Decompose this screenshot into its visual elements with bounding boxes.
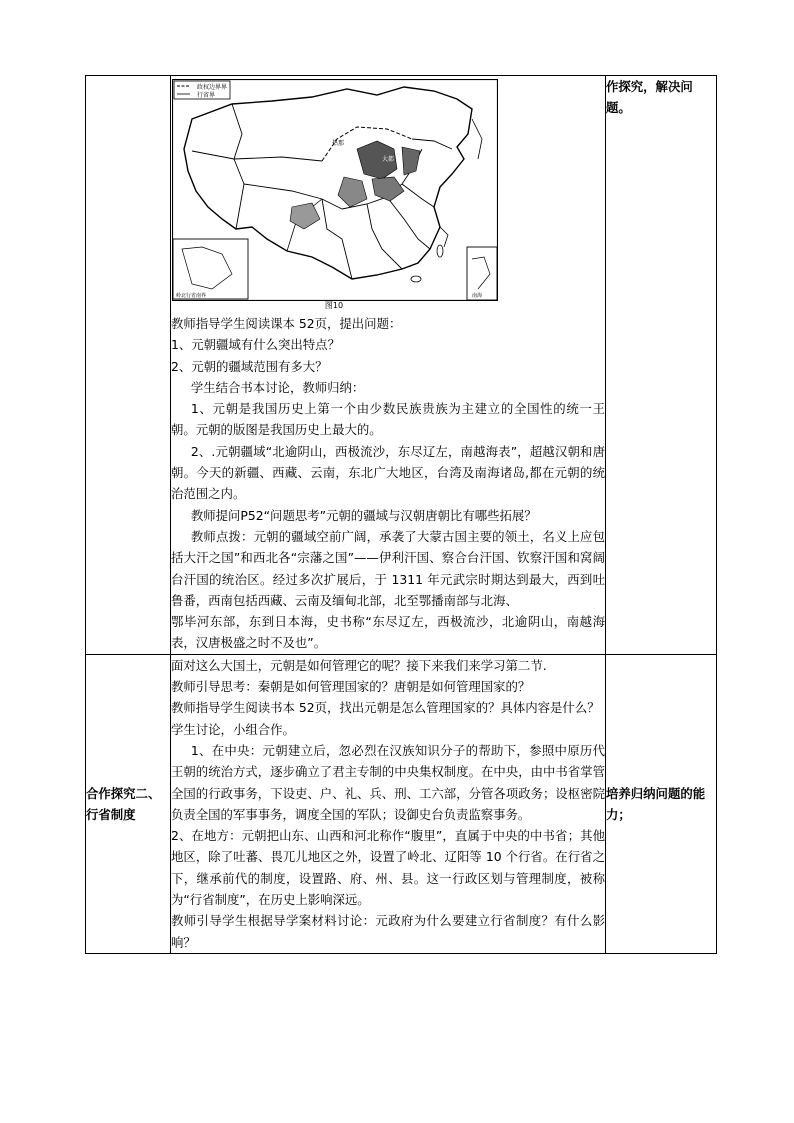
paragraph: 1、在中央：元朝建立后，忽必烈在汉族知识分子的帮助下，参照中原历代王朝的统治方式，逐步确立了君主专制的中央集权制度。在中央，由中书省掌管全国的行政事务，下设吏、户、礼、兵、刑、工六部，分管各项政务；设枢密院负责全国的军事事务，调度全国的军队；设御史台负责监察事务。 [171, 742, 605, 822]
row2-label-cell: 合作探究二、行省制度 [86, 654, 171, 953]
row2-content-cell [171, 654, 606, 953]
row1-content-cell [171, 76, 606, 655]
paragraph: 2、在地方：元朝把山东、山西和河北称作“腹里”，直属于中央的中书省；其他地区，除了吐蕃、畏兀儿地区之外，设置了岭北、辽阳等 10 个行省。在行省之下，继承前代的制度，设置路、府、州、县。这一行政区划与管理制度，被称为“行省制度”，在历史上影响深远。 [171, 828, 605, 908]
paragraph: 2、元朝的疆域范围有多大？ [171, 358, 328, 374]
map-inset-right-label: 南海 [472, 293, 483, 299]
paragraph: 教师指导学生阅读书本 52页，找出元朝是怎么管理国家的？具体内容是什么？ [171, 700, 600, 716]
paragraph: 1、元朝疆域有什么突出特点？ [171, 337, 340, 353]
map-label-dadu: 大都 [382, 156, 395, 163]
paragraph: 1、元朝是我国历史上第一个由少数民族贵族为主建立的全国性的统一王朝。元朝的版图是我国历史上最大的。 [171, 401, 605, 438]
paragraph: 2、.元朝疆域“北逾阴山，西极流沙，东尽辽左，南越海表”，超越汉朝和唐朝。今天的新疆、西藏、云南，东北广大地区，台湾及南海诸岛,都在元朝的统治范围之内。 [171, 443, 605, 502]
row2-objective-cell: 培养归纳问题的能力； [606, 654, 717, 953]
map-legend-line2: 行省界 [197, 92, 216, 99]
lesson-plan-table [85, 75, 717, 954]
paragraph: 教师引导学生根据导学案材料讨论：元政府为什么要建立行省制度？有什么影响？ [171, 913, 605, 950]
map-illustration [172, 79, 498, 301]
paragraph: 教师引导思考：秦朝是如何管理国家的？唐朝是如何管理国家的？ [171, 679, 531, 695]
table-row-province-system [86, 654, 717, 953]
map-caption: 图10 [324, 301, 344, 310]
map-label-hot: 热那 [332, 140, 345, 147]
paragraph: 教师点拨：元朝的疆域空前广阔，承袭了大蒙古国主要的领土，名义上应包括大汗之国”和西北各“宗藩之国”——伊利汗国、察合台汗国、钦察汗国和窝阔台汗国的统治区。经过多次扩展后，于 1311 年元武宗时期达到最大，西到吐鲁番，西南包括西藏、云南及缅甸北部，北至鄂播南部与北海、 [171, 528, 605, 608]
paragraph: 教师指导学生阅读课本 52页，提出问题： [171, 316, 402, 331]
map-inset-left-label: 岭北行省南界 [176, 293, 207, 299]
paragraph: 面对这么大国土，元朝是如何管理它的呢？接下来我们来学习第二节. [171, 657, 547, 673]
row1-label-cell [86, 76, 171, 655]
paragraph: 鄂毕河东部，东到日本海，史书称“东尽辽左，西极流沙，北逾阴山，南越海表，汉唐极盛之时不及也”。 [171, 614, 605, 651]
paragraph: 教师提问P52“问题思考”元朝的疆域与汉朝唐朝比有哪些拓展？ [190, 507, 537, 523]
paragraph: 学生讨论，小组合作。 [171, 721, 295, 737]
yuan-dynasty-map [172, 79, 498, 301]
paragraph: 学生结合书本讨论，教师归纳： [190, 379, 365, 395]
table-row-map [86, 76, 717, 655]
map-legend-line1: 政权边界界 [197, 84, 228, 91]
row1-objective-cell: 作探究，解决问题。 [606, 76, 717, 655]
